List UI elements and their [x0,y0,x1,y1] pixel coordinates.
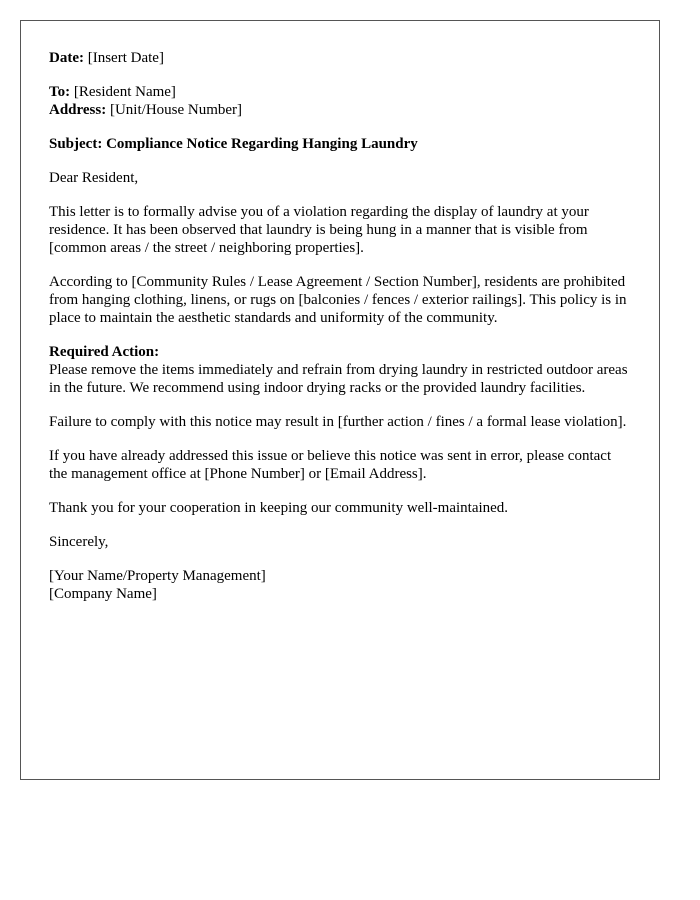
address-value: [Unit/House Number] [106,102,243,118]
subject-line: Subject: Compliance Notice Regarding Hanging Laundry [49,136,418,152]
to-label: To: [49,84,71,100]
address-label: Address: [49,102,107,118]
date-value: [Insert Date] [83,50,164,66]
letter-page [20,20,660,780]
paragraph-contact: If you have already addressed this issue or believe this notice was sent in error, please contact the management office at [Phone Number] or [Email Address]. [49,448,612,482]
salutation: Dear Resident, [49,170,139,186]
signature-company: [Company Name] [49,586,157,602]
to-value: [Resident Name] [70,84,176,100]
required-action-text: Please remove the items immediately and refrain from drying laundry in restricted outdoor areas in the future. We recommend using indoor drying racks or the provided laundry facilities. [49,362,628,396]
paragraph-consequences: Failure to comply with this notice may result in [further action / fines / a formal lease violation]. [49,414,627,430]
paragraph-thanks: Thank you for your cooperation in keeping our community well-maintained. [49,500,509,516]
closing: Sincerely, [49,534,109,550]
date-line [49,49,631,67]
signature-block [49,567,631,603]
paragraph-policy: According to [Community Rules / Lease Agreement / Section Number], residents are prohibited from hanging clothing, linens, or rugs on [balconies / fences / exterior railings]. This policy is in place to maintain the aesthetic standards and uniformity of the community. [49,274,627,326]
date-label: Date: [49,50,84,66]
required-action-label: Required Action: [49,344,160,360]
required-action-block [49,343,631,397]
recipient-block [49,83,631,119]
signature-name: [Your Name/Property Management] [49,568,266,584]
to-line [49,83,631,101]
address-line [49,101,631,119]
paragraph-violation: This letter is to formally advise you of a violation regarding the display of laundry at your residence. It has been observed that laundry is being hung in a manner that is visible from [common areas / the street / neighboring properties]. [49,204,589,256]
